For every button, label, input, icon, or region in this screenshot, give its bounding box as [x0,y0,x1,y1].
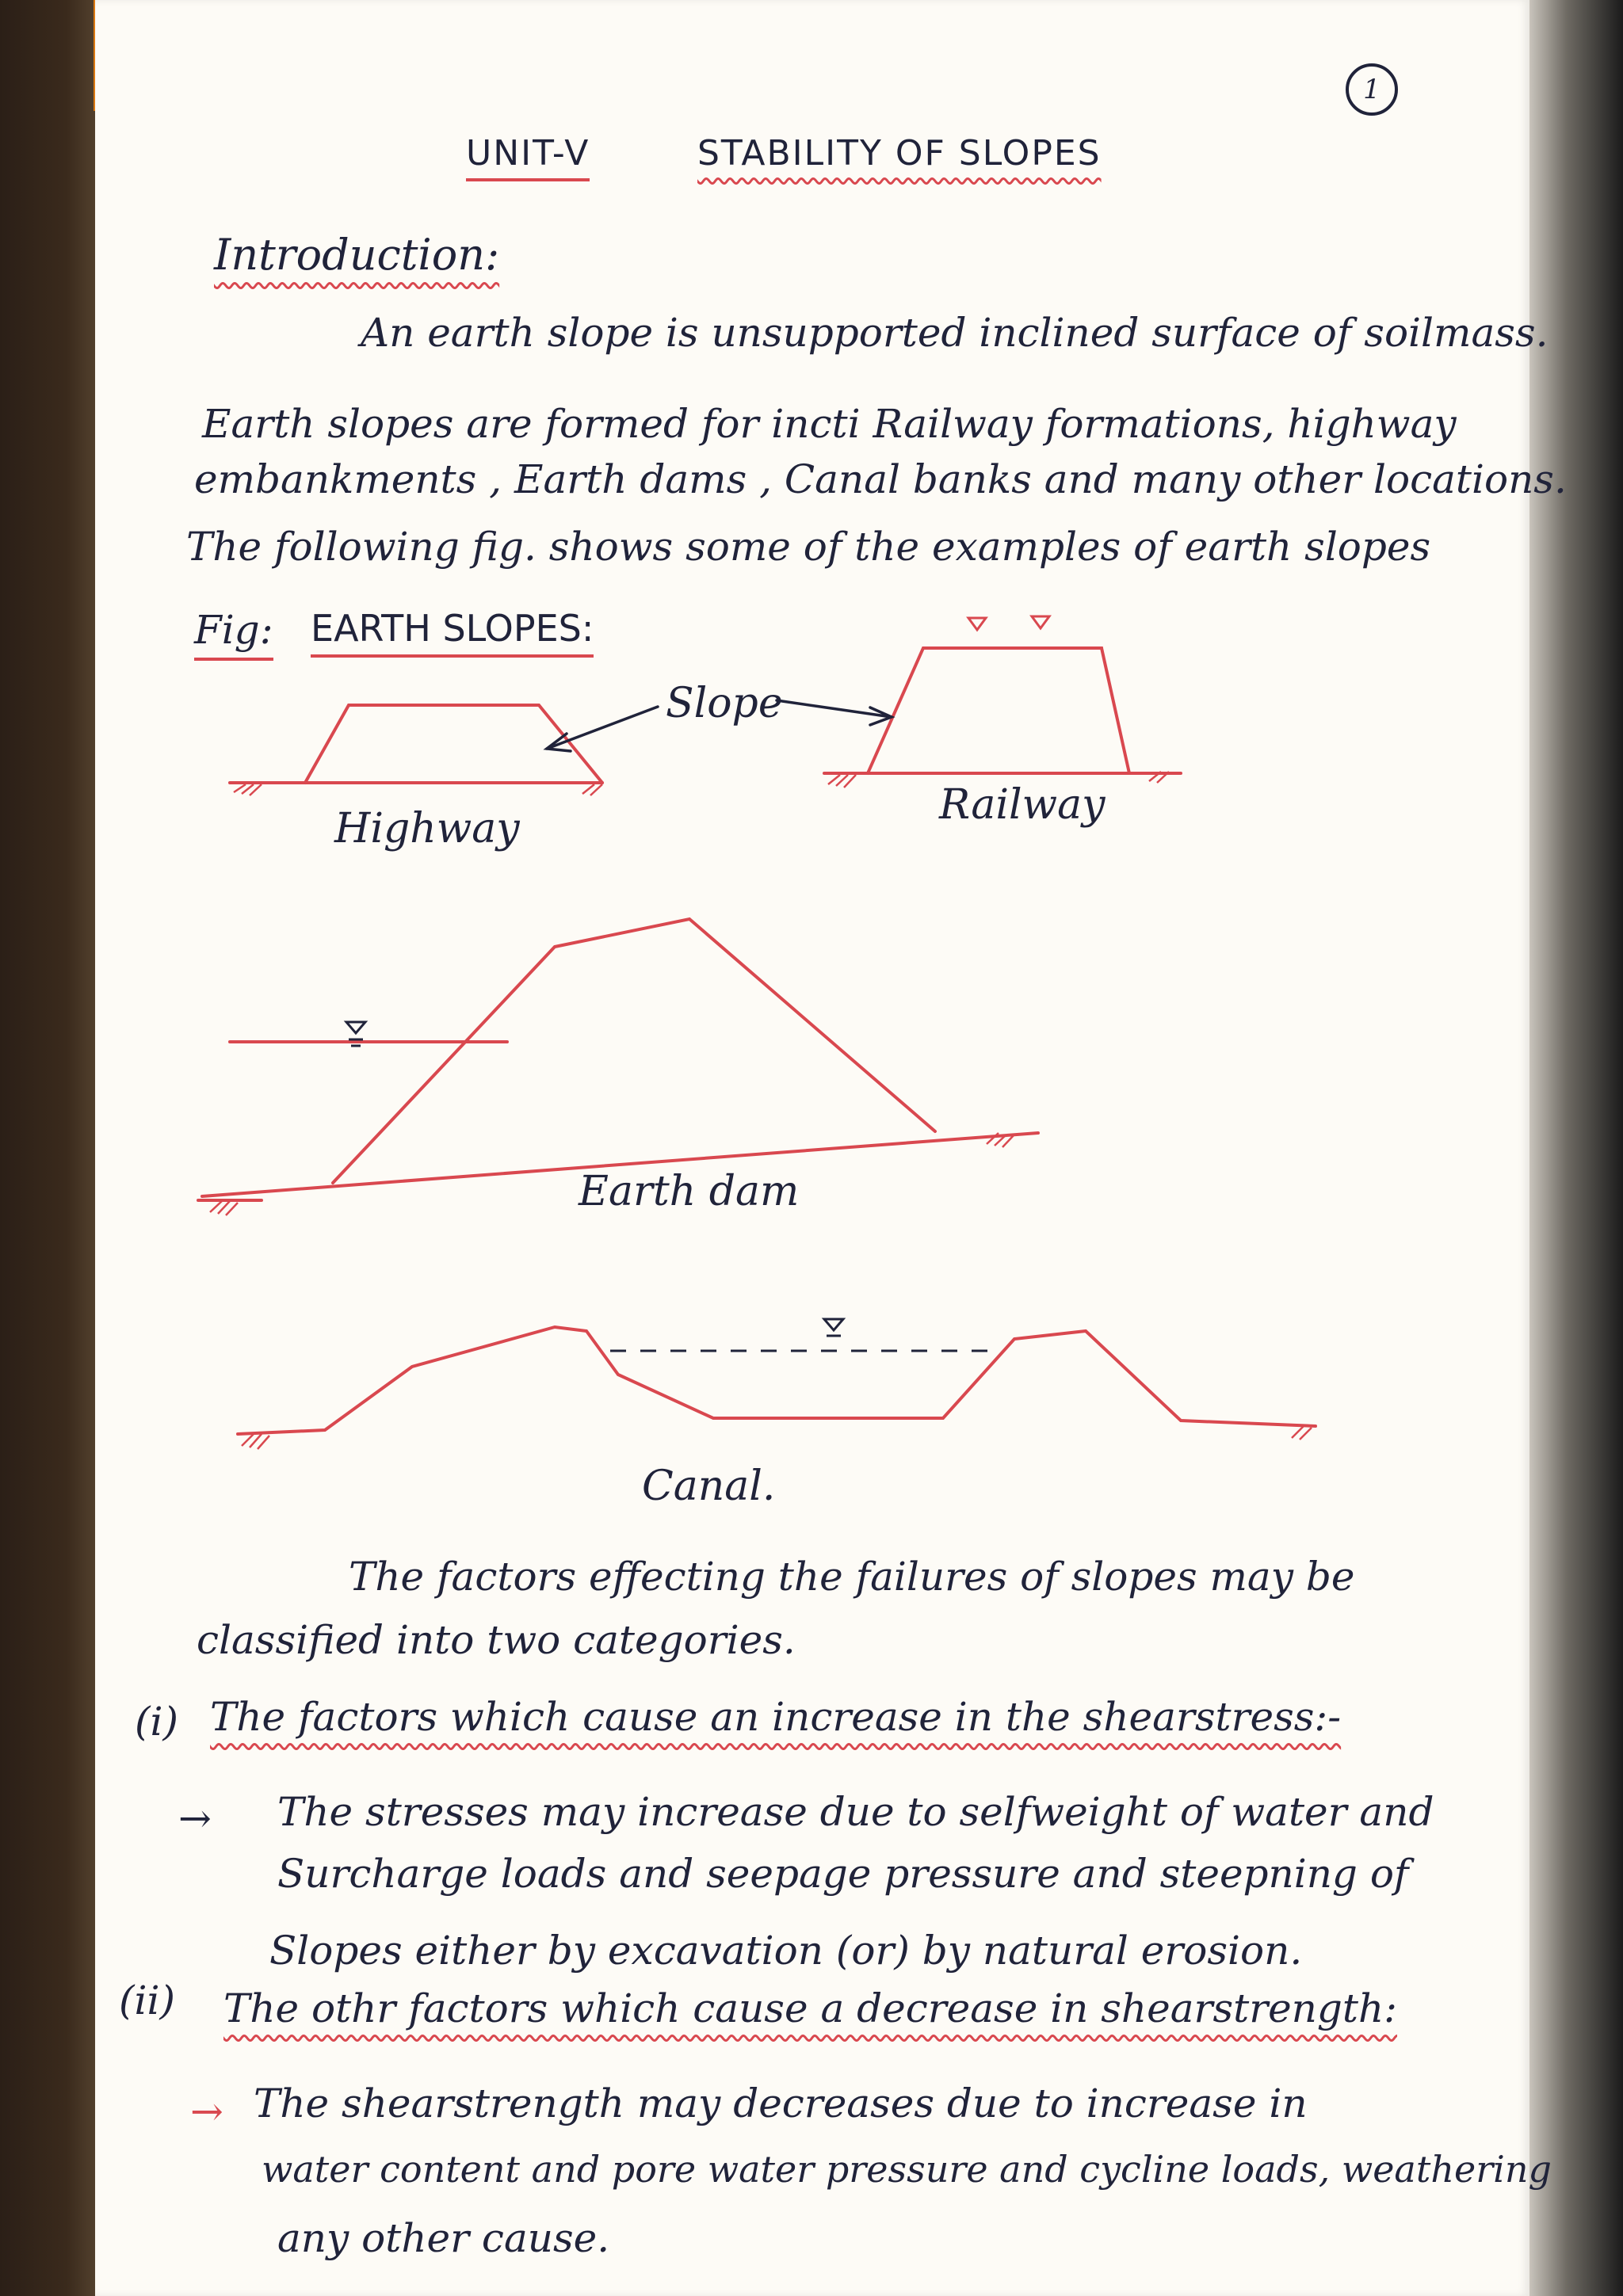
page-number: 1 [1346,63,1398,116]
intro-line-3: embankments , Earth dams , Canal banks and many other locations. [194,456,1567,502]
label-highway: Highway [334,805,520,852]
factor-1-marker: (i) [135,1699,179,1745]
factor-2-heading: The othr factors which cause a decrease in shearstrength: [223,1985,1398,2031]
intro-line-4: The following fig. shows some of the examples of earth slopes [186,524,1431,570]
label-railway: Railway [939,781,1106,829]
factor-1-arrow: → [178,1795,212,1841]
ground-hatches [210,772,1312,1449]
factor-1-heading: The factors which cause an increase in the shearstress:- [210,1694,1342,1740]
earth-dam [198,919,1038,1200]
highway-embankment [230,705,602,783]
factor-1-line-3: Slopes either by excavation (or) by natural erosion. [269,1928,1303,1974]
figure-caption-prefix: Fig: [194,610,273,650]
canal [238,1327,1316,1434]
factors-intro-1: The factors effecting the failures of slopes may be [349,1554,1355,1600]
factor-2-line-1: The shearstrength may decreases due to increase in [254,2081,1308,2126]
label-earth-dam: Earth dam [579,1168,800,1215]
factors-intro-2: classified into two categories. [197,1617,796,1663]
unit-heading: UNIT-V [466,136,590,171]
intro-line-1: An earth slope is unsupported inclined surface of soilmass. [361,310,1549,356]
factor-2-arrow: → [190,2088,223,2134]
factor-2-marker: (ii) [119,1978,175,2023]
factor-1-line-1: The stresses may increase due to selfweight of water and [277,1789,1434,1835]
intro-line-2: Earth slopes are formed for incti Railway formations, highway [202,401,1457,447]
factor-2-line-3: any other cause. [277,2215,610,2261]
factor-2-line-2: water content and pore water pressure and cycline loads, weathering [262,2148,1552,2191]
page-title: STABILITY OF SLOPES [697,133,1102,174]
figure-caption: EARTH SLOPES: [311,610,594,646]
label-canal: Canal. [642,1463,776,1510]
intro-heading: Introduction: [214,230,500,280]
factor-1-line-2: Surcharge loads and seepage pressure and steepning of [277,1851,1409,1897]
label-slope: Slope [666,680,783,727]
